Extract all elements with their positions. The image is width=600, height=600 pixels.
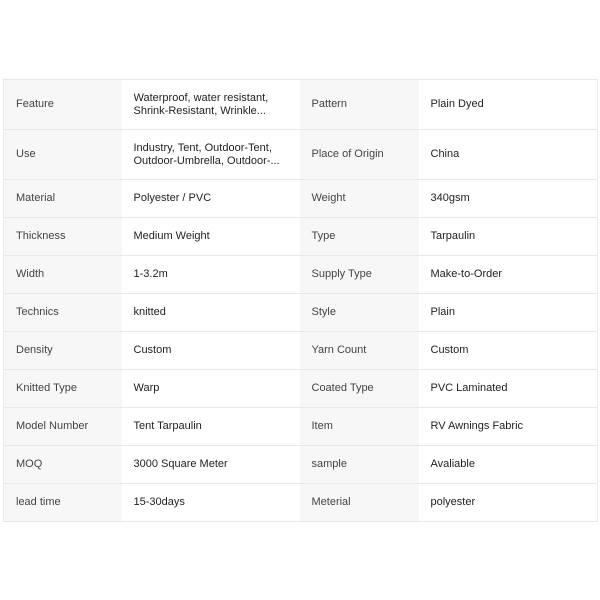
spec-label: Knitted Type [4,370,122,408]
spec-label: Style [300,294,419,332]
spec-label: MOQ [4,446,122,484]
spec-value: RV Awnings Fabric [419,408,598,446]
spec-value: Polyester / PVC [122,180,300,218]
spec-value: Plain [419,294,598,332]
spec-value: PVC Laminated [419,370,598,408]
spec-label: Use [4,130,122,180]
spec-value: Custom [419,332,598,370]
table-row [4,294,598,332]
table-row [4,446,598,484]
spec-value: Tent Tarpaulin [122,408,300,446]
spec-label: Supply Type [300,256,419,294]
spec-value: 3000 Square Meter [122,446,300,484]
spec-label: Type [300,218,419,256]
spec-value: Waterproof, water resistant, Shrink-Resistant, Wrinkle... [122,80,300,130]
spec-value: Medium Weight [122,218,300,256]
spec-value: Make-to-Order [419,256,598,294]
table-row [4,180,598,218]
spec-value: polyester [419,484,598,522]
spec-value: Warp [122,370,300,408]
table-row [4,80,598,130]
spec-value: Industry, Tent, Outdoor-Tent, Outdoor-Umbrella, Outdoor-... [122,130,300,180]
spec-label: Coated Type [300,370,419,408]
table-row [4,256,598,294]
spec-label: Item [300,408,419,446]
table-row [4,218,598,256]
table-row [4,332,598,370]
spec-value: 15-30days [122,484,300,522]
spec-value: Custom [122,332,300,370]
specifications-table [3,79,598,522]
spec-label: Yarn Count [300,332,419,370]
table-row [4,370,598,408]
table-row [4,484,598,522]
spec-value: Avaliable [419,446,598,484]
spec-label: Technics [4,294,122,332]
spec-label: Meterial [300,484,419,522]
spec-value: Tarpaulin [419,218,598,256]
spec-label: Density [4,332,122,370]
spec-value: 1-3.2m [122,256,300,294]
spec-label: Weight [300,180,419,218]
spec-label: Thickness [4,218,122,256]
spec-label: Width [4,256,122,294]
table-row [4,408,598,446]
spec-label: Material [4,180,122,218]
spec-label: Feature [4,80,122,130]
spec-label: Place of Origin [300,130,419,180]
spec-label: lead time [4,484,122,522]
spec-value: Plain Dyed [419,80,598,130]
table-row [4,130,598,180]
spec-label: Pattern [300,80,419,130]
spec-value: knitted [122,294,300,332]
spec-value: China [419,130,598,180]
spec-label: sample [300,446,419,484]
spec-value: 340gsm [419,180,598,218]
spec-label: Model Number [4,408,122,446]
